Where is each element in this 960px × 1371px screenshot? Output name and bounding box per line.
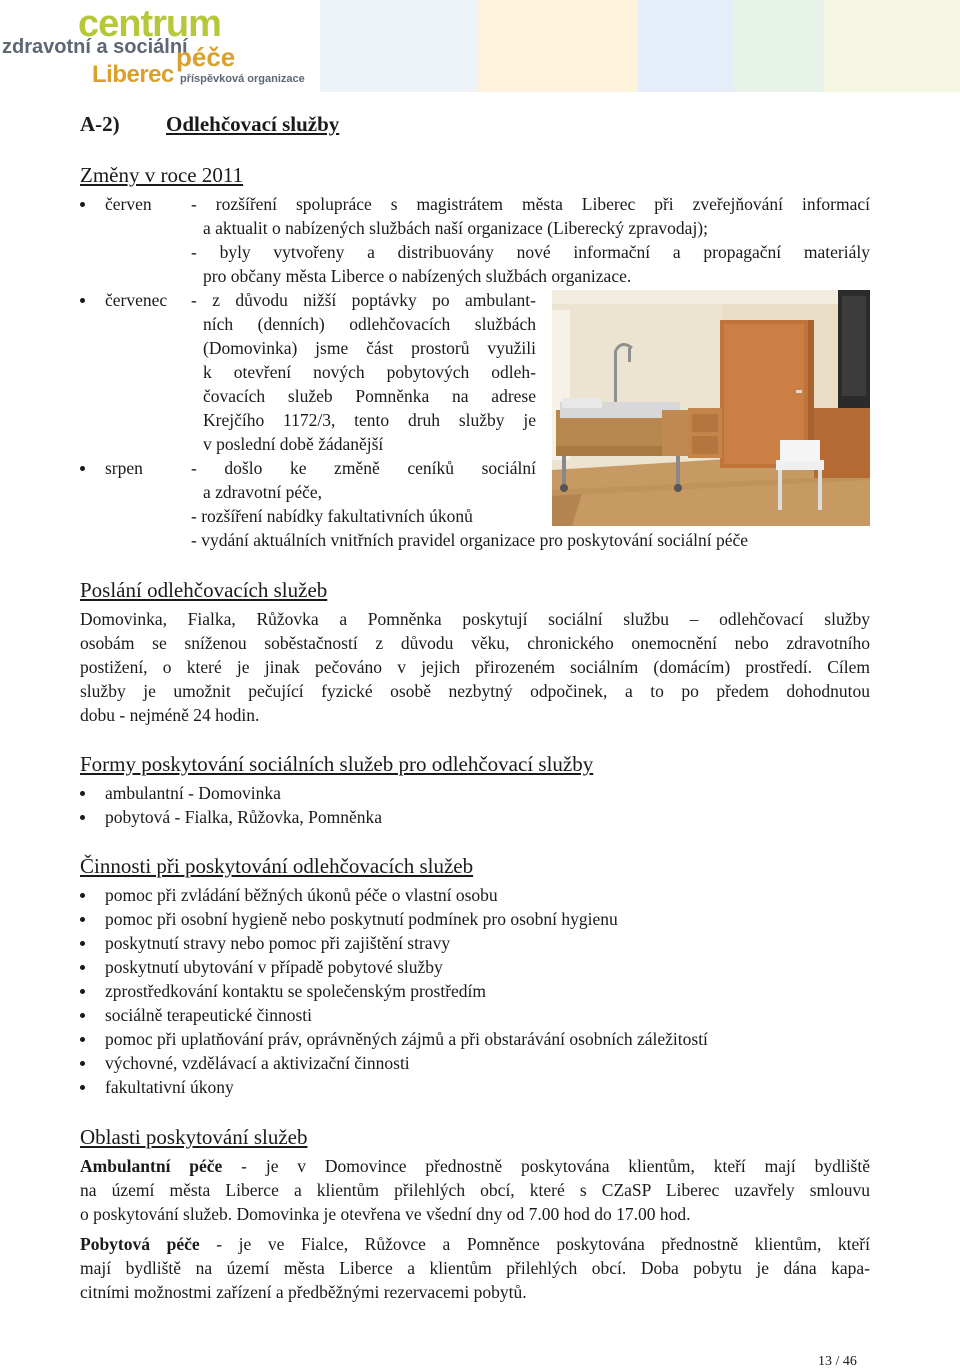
heading-areas: Oblasti poskytování služeb	[80, 1125, 308, 1149]
change-line: čovacích služeb Pomněnka na adrese	[203, 386, 536, 406]
bullet-icon	[80, 815, 85, 820]
section-title	[80, 110, 339, 138]
change-line: a zdravotní péče,	[203, 482, 323, 502]
change-line: - rozšíření nabídky fakultativních úkonů	[191, 506, 473, 526]
change-line: a aktualit o nabízených službách naší organizace (Liberecký zpravodaj);	[203, 218, 708, 238]
heading-changes: Změny v roce 2011	[80, 163, 244, 187]
change-entry-cervenec	[80, 288, 540, 456]
paragraph-line: o poskytování služeb. Domovinka je otevřena ve všední dny od 7.00 hod do 17.00 hod.	[80, 1204, 691, 1224]
organization-logo	[0, 3, 310, 90]
logo-text-pece: péče	[176, 42, 236, 72]
header-band-2	[478, 0, 638, 92]
logo-text-centrum: centrum	[78, 3, 221, 45]
heading-mission: Poslání odlehčovacích služeb	[80, 578, 328, 602]
header-band-3	[638, 0, 734, 92]
bullet-icon	[80, 893, 85, 898]
change-line: ních (denních) odlehčovacích službách	[203, 314, 536, 334]
mission-paragraph	[80, 607, 870, 727]
paragraph-line: citními možnostmi zařízení a předběžnými rezervacemi pobytů.	[80, 1282, 527, 1302]
bullet-icon	[80, 989, 85, 994]
page-number: 13 / 46	[818, 1354, 857, 1369]
paragraph-line: Domovinka, Fialka, Růžovka a Pomněnka poskytují sociální službu – odlehčovací služby	[80, 609, 870, 629]
month-label: červen	[105, 194, 152, 214]
change-line: k otevření nových pobytových odleh-	[203, 362, 536, 382]
residential-term: Pobytová péče	[80, 1234, 200, 1254]
change-line: - z důvodu nižší poptávky po ambulant-	[191, 290, 536, 310]
bullet-icon	[80, 791, 85, 796]
bullet-icon	[80, 202, 85, 207]
ambulant-paragraph	[80, 1154, 870, 1226]
paragraph-line: postižení, o které je jinak pečováno v jejich přirozeném sociálním (domácím) prostředí. Cílem	[80, 657, 870, 677]
paragraph-line: služby je umožnit pečující fyzické osobě nezbytný odpočinek, a to po předem dohodnutou	[80, 681, 870, 701]
room-photo	[552, 290, 870, 526]
header-band-1	[320, 0, 478, 92]
section-number: A-2)	[80, 112, 120, 136]
bullet-icon	[80, 965, 85, 970]
paragraph-line: osobám se sníženou soběstačností z důvodu věku, chronického onemocnění nebo zdravotního	[80, 633, 870, 653]
residential-paragraph	[80, 1232, 870, 1304]
change-line: pro občany města Liberce o nabízených službách organizace.	[203, 266, 632, 286]
logo-text-liberec: Liberec	[92, 61, 174, 88]
logo-text-prispevkova: příspěvková organizace	[180, 73, 305, 85]
bullet-icon	[80, 941, 85, 946]
paragraph-line: Pobytová péče - je ve Fialce, Růžovce a Pomněnce poskytována přednostně klientům, kteří	[80, 1234, 870, 1254]
paragraph-line: mají bydliště na území města Liberce a klientům přilehlých obcí. Doba pobytu je dána kapa-	[80, 1258, 870, 1278]
change-line: - rozšíření spolupráce s magistrátem města Liberec při zveřejňování informací	[191, 194, 870, 214]
paragraph-line: dobu - nejméně 24 hodin.	[80, 705, 260, 725]
ambulant-term: Ambulantní péče	[80, 1156, 223, 1176]
page-header	[0, 0, 960, 92]
bullet-icon	[80, 1037, 85, 1042]
bullet-icon	[80, 466, 85, 471]
month-label: červenec	[105, 290, 168, 310]
bullet-icon	[80, 917, 85, 922]
paragraph-line: Ambulantní péče - je v Domovince přednostně poskytována klientům, kteří mají bydliště	[80, 1156, 870, 1176]
change-line: - byly vytvořeny a distribuovány nové informační a propagační materiály	[191, 242, 870, 262]
bullet-icon	[80, 1085, 85, 1090]
change-line: - vydání aktuálních vnitřních pravidel organizace pro poskytování sociální péče	[191, 530, 749, 550]
header-band-4	[734, 0, 824, 92]
header-band-5	[824, 0, 960, 92]
month-label: srpen	[105, 458, 143, 478]
bullet-icon	[80, 1013, 85, 1018]
change-line: - došlo ke změně ceníků sociální	[191, 458, 536, 478]
logo-text-zdravotni: zdravotní a sociální	[2, 36, 188, 58]
heading-activities: Činnosti při poskytování odlehčovacích služeb	[80, 854, 474, 878]
bullet-icon	[80, 298, 85, 303]
bullet-icon	[80, 1061, 85, 1066]
change-line: (Domovinka) jsme část prostorů využili	[203, 338, 536, 358]
change-entry-cerven	[80, 192, 870, 288]
change-line: v poslední době žádanější	[203, 434, 384, 454]
section-title-text: Odlehčovací služby	[166, 112, 340, 136]
paragraph-line: na území města Liberce a klientům přilehlých obcí, které s CZaSP Liberec uzavřely smlouvu	[80, 1180, 870, 1200]
heading-forms: Formy poskytování sociálních služeb pro odlehčovací služby	[80, 752, 594, 776]
change-line: Krejčího 1172/3, tento druh služby je	[203, 410, 536, 430]
